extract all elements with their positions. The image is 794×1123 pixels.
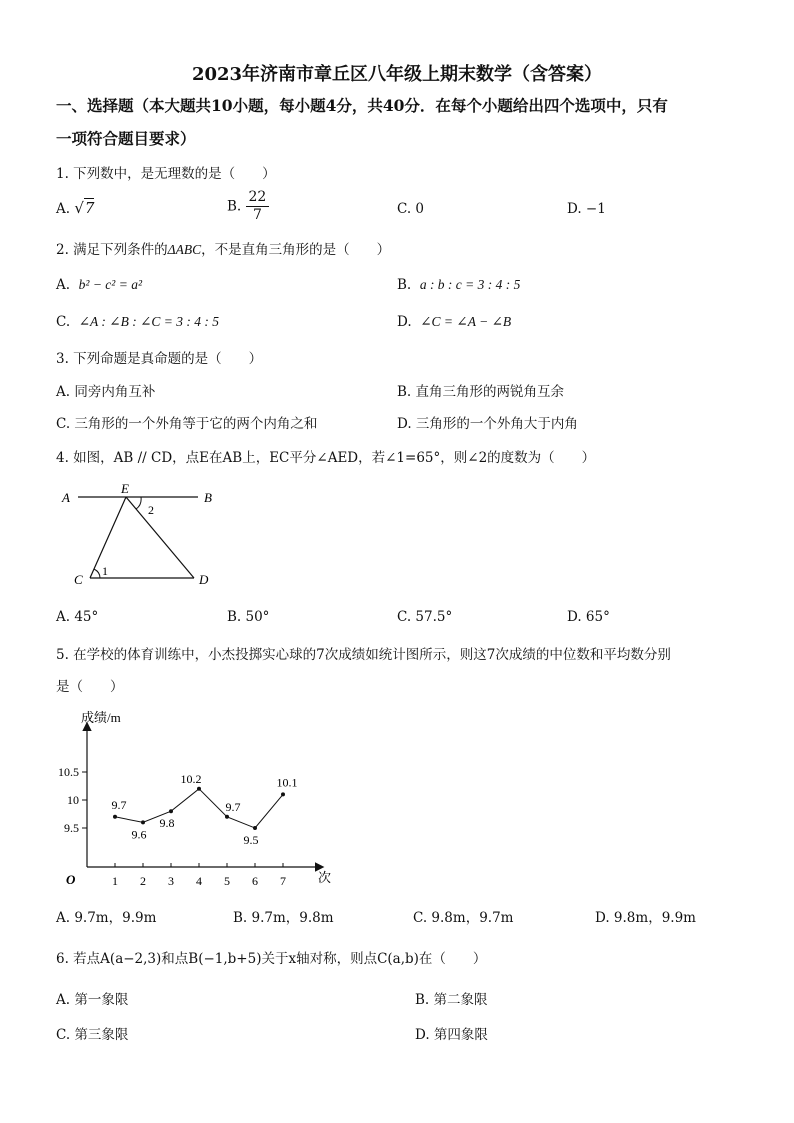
- x-tick-label: 1: [112, 874, 118, 888]
- q2-option-b: [397, 277, 520, 293]
- x-tick-label: 3: [168, 874, 174, 888]
- data-label: 10.2: [180, 771, 202, 786]
- q2-stem: [56, 238, 390, 258]
- chart-marks: [58, 765, 298, 888]
- label-d: D: [199, 572, 209, 587]
- q3-option-d: D. 三角形的一个外角大于内角: [397, 416, 578, 432]
- q6-option-d: D. 第四象限: [415, 1027, 488, 1043]
- data-point: [197, 787, 201, 791]
- series-line: [115, 789, 283, 831]
- data-label: 10.1: [276, 775, 298, 790]
- q3-stem: 3. 下列命题是真命题的是（ ）: [56, 351, 263, 367]
- q2-option-c: [56, 314, 219, 330]
- q5-option-c: C. 9.8m，9.7m: [413, 910, 514, 926]
- data-label: 9.5: [243, 833, 259, 847]
- q3-option-c: C. 三角形的一个外角等于它的两个内角之和: [56, 416, 318, 432]
- label-angle2: 2: [148, 503, 154, 517]
- q1-option-a-radicand: 7: [84, 199, 95, 217]
- data-label: 9.8: [159, 816, 175, 831]
- q4-option-b: B. 50°: [227, 609, 270, 625]
- q1-option-b-denominator: 7: [252, 207, 262, 223]
- data-label: 9.7: [111, 797, 127, 812]
- q4-stem: 4. 如图，AB // CD，点E在AB上，EC平分∠AED，若∠1=65°，则∠2的度数为（ ）: [56, 450, 596, 466]
- q2-stem-prefix: 2. 满足下列条件的: [56, 242, 168, 258]
- x-axis-label: 次: [318, 870, 332, 885]
- q3-option-b: B. 直角三角形的两锐角互余: [397, 384, 565, 400]
- page-title: 2023年济南市章丘区八年级上期末数学（含答案）: [191, 64, 603, 85]
- q6-option-a: A. 第一象限: [56, 992, 129, 1008]
- angle1-arc: [94, 569, 100, 578]
- q5-line-chart: [50, 702, 350, 892]
- angle2-arc: [136, 497, 141, 509]
- data-point: [141, 820, 145, 824]
- segment-ec: [90, 497, 126, 578]
- q1-option-d: D. −1: [567, 201, 606, 217]
- label-b: B: [204, 490, 212, 505]
- q6-option-b: B. 第二象限: [415, 992, 488, 1008]
- q2-option-d-expr: ∠C = ∠A − ∠B: [420, 314, 512, 329]
- q3-option-a: A. 同旁内角互补: [56, 384, 156, 400]
- data-point: [281, 792, 285, 796]
- y-tick-label: 10.5: [58, 765, 79, 779]
- x-tick-label: 6: [252, 874, 258, 888]
- data-point: [225, 815, 229, 819]
- section-heading-line2: 一项符合题目要求）: [56, 129, 196, 148]
- q1-option-a-sqrt: √7: [74, 199, 95, 217]
- label-angle1: 1: [102, 564, 108, 578]
- data-point: [113, 815, 117, 819]
- q2-option-c-letter: C.: [56, 314, 71, 330]
- q2-option-c-expr: ∠A : ∠B : ∠C = 3 : 4 : 5: [78, 314, 220, 329]
- y-tick-label: 9.5: [64, 821, 79, 835]
- y-tick-label: 10: [67, 793, 79, 807]
- data-label: 9.7: [225, 799, 241, 814]
- x-tick-label: 7: [280, 874, 286, 888]
- x-tick-label: 5: [224, 874, 230, 888]
- q1-option-b-letter: B.: [227, 198, 242, 215]
- origin-label: O: [66, 872, 76, 887]
- data-label: 9.6: [131, 827, 147, 842]
- section-heading-line1: 一、选择题（本大题共10小题，每小题4分，共40分．在每个小题给出四个选项中，只有: [56, 96, 668, 115]
- x-tick-label: 4: [196, 874, 202, 888]
- q1-option-b-numerator: 22: [246, 189, 270, 207]
- q4-option-a: A. 45°: [56, 609, 99, 625]
- label-c: C: [74, 572, 83, 587]
- q4-figure: [56, 478, 236, 593]
- label-e: E: [121, 481, 129, 496]
- q6-option-c: C. 第三象限: [56, 1027, 129, 1043]
- data-point: [169, 809, 173, 813]
- x-tick-label: 2: [140, 874, 146, 888]
- q1-stem: 1. 下列数中，是无理数的是（ ）: [56, 166, 276, 182]
- q5-stem-line2: 是（ ）: [56, 679, 124, 695]
- label-a: A: [62, 490, 70, 505]
- q1-option-a: [56, 199, 94, 217]
- q5-option-d: D. 9.8m，9.9m: [595, 910, 696, 926]
- q5-option-a: A. 9.7m，9.9m: [56, 910, 157, 926]
- q2-option-b-expr: a : b : c = 3 : 4 : 5: [419, 277, 521, 292]
- q4-option-d: D. 65°: [567, 609, 610, 625]
- y-axis-label: 成绩/m: [81, 710, 121, 725]
- q1-option-b-fraction: [246, 189, 270, 224]
- q5-option-b: B. 9.7m，9.8m: [233, 910, 334, 926]
- data-point: [253, 826, 257, 830]
- q1-option-c: C. 0: [397, 201, 425, 217]
- q1-option-b: [227, 189, 269, 224]
- q2-option-a-letter: A.: [56, 277, 71, 293]
- q2-stem-suffix: ，不是直角三角形的是（ ）: [201, 242, 391, 258]
- q2-option-a: [56, 277, 142, 293]
- q6-stem: 6. 若点A(a−2,3)和点B(−1,b+5)关于x轴对称，则点C(a,b)在（ ）: [56, 951, 487, 967]
- q4-option-c: C. 57.5°: [397, 609, 453, 625]
- q1-option-a-letter: A.: [56, 201, 71, 217]
- q2-stem-triangle: ΔABC: [167, 242, 202, 257]
- q2-option-d: [397, 314, 511, 330]
- q5-stem-line1: 5. 在学校的体育训练中，小杰投掷实心球的7次成绩如统计图所示，则这7次成绩的中位数和平均数分别: [56, 647, 671, 663]
- q2-option-d-letter: D.: [397, 314, 412, 330]
- q2-option-b-letter: B.: [397, 277, 412, 293]
- q2-option-a-expr: b² − c² = a²: [78, 277, 142, 292]
